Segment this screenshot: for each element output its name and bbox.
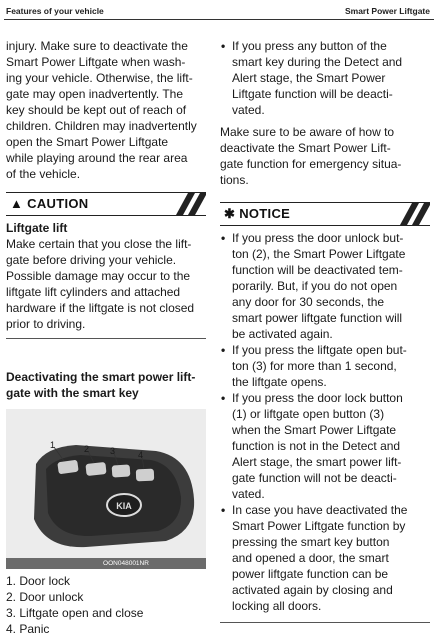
text-line: function is not in the Detect and [232,439,401,453]
button-legend-list [6,573,206,637]
text-line: pressing the smart key button [232,535,390,549]
text-line: Alert stage, the smart power lift- [232,455,402,469]
text-line: when the Smart Power Liftgate [232,423,397,437]
section-title: Smart Power Liftgate [344,6,430,16]
text-line: porarily. But, if you do not open [232,279,398,293]
figure-caption-bar [6,558,206,569]
right-column [220,38,430,623]
callout-1: 1 [50,440,56,450]
text-line: children. Children may inadvertently [6,119,197,133]
header-rule [4,19,434,20]
list-item [220,502,430,614]
text-line: If you press any button of the [232,39,387,53]
text-line: Alert stage, the Smart Power [232,71,386,85]
text-line: of the vehicle. [6,167,81,181]
list-item: 1. Door lock [6,574,71,588]
emergency-paragraph [220,124,430,188]
callout-4: 4 [138,450,144,460]
list-item: 2. Door unlock [6,590,84,604]
text-line: liftgate lift cylinders and attached [6,285,181,299]
notice-label-wrap [224,206,290,222]
text-line: while playing around the rear area [6,151,188,165]
figure-code: OON048001NR [103,560,149,567]
text-line: Smart Power Liftgate when wash- [6,55,186,69]
left-column [6,38,206,637]
text-line: (1) or liftgate open button (3) [232,407,385,421]
page-header [0,0,438,20]
text-line: and opened a door, the smart [232,551,389,565]
svg-text:KIA: KIA [116,501,132,511]
text-line: tions. [220,173,249,187]
list-item [220,230,430,342]
intro-paragraph [6,38,206,182]
text-line: Liftgate function will be deacti- [232,87,393,101]
banner-stripes-icon [162,193,206,215]
text-line: vated. [232,487,265,501]
text-line: any door for 30 seconds, the [232,295,385,309]
bullet-glyph: • [221,343,226,357]
text-line: If you press the liftgate open but- [232,343,407,357]
text-line: Smart Power Liftgate function by [232,519,406,533]
bullet-glyph: • [221,503,226,517]
text-line: Make certain that you close the lift- [6,237,192,251]
bullet-glyph: • [221,391,226,405]
text-line: In case you have deactivated the [232,503,408,517]
callout-2: 2 [84,444,90,454]
text-line: locking all doors. [232,599,322,613]
notice-end-rule [220,622,430,623]
caution-subhead: Liftgate lift [6,221,68,235]
text-line: deactivate the Smart Power Lift- [220,141,391,155]
bullet-glyph: • [221,39,226,53]
text-line: activated again by closing and [232,583,393,597]
chapter-title: Features of your vehicle [6,6,104,16]
text-line: vated. [232,103,265,117]
text-line: function will be deactivated tem- [232,263,403,277]
list-item: 3. Liftgate open and close [6,606,144,620]
list-item [220,342,430,390]
caution-label-wrap [10,196,89,212]
text-line: the liftgate opens. [232,375,327,389]
smart-key-figure [6,409,206,569]
list-item: 4. Panic [6,622,50,636]
text-line: Make sure to be aware of how to [220,125,395,139]
text-line: prior to driving. [6,317,86,331]
warning-triangle-icon: ▲ [10,196,24,211]
caution-end-rule [6,338,206,339]
text-line: hardware if the liftgate is not closed [6,301,195,315]
text-line: If you press the door lock button [232,391,403,405]
text-line: be activated again. [232,327,333,341]
text-line: smart power liftgate function will [232,311,403,325]
notice-label: NOTICE [239,206,291,221]
caution-label: CAUTION [27,196,89,211]
asterisk-icon: ✱ [224,206,236,221]
text-line: gate may open inadvertently. The [6,87,183,101]
notice-banner [220,202,430,226]
top-bullet-list [220,38,430,118]
text-line: Deactivating the smart power lift- [6,370,196,384]
notice-bullet-list [220,230,430,614]
banner-stripes-icon [386,203,430,225]
section-heading [6,369,206,403]
callout-3: 3 [110,446,116,456]
text-line: gate function will not be deacti- [232,471,397,485]
text-line: smart key during the Detect and [232,55,403,69]
text-line: gate before driving your vehicle. [6,253,177,267]
text-line: Possible damage may occur to the [6,269,191,283]
text-line: gate with the smart key [6,386,139,400]
text-line: open the Smart Power Liftgate [6,135,169,149]
text-line: power liftgate function can be [232,567,389,581]
text-line: injury. Make sure to deactivate the [6,39,188,53]
text-line: gate function for emergency situa- [220,157,402,171]
list-item [220,390,430,502]
smart-key-illustration [6,409,206,569]
caution-text [6,236,206,332]
text-line: key should be kept out of reach of [6,103,187,117]
text-line: ton (2), the Smart Power Liftgate [232,247,406,261]
text-line: If you press the door unlock but- [232,231,404,245]
text-line: ing your vehicle. Otherwise, the lift- [6,71,193,85]
caution-banner [6,192,206,216]
list-item [220,38,430,118]
bullet-glyph: • [221,231,226,245]
text-line: ton (3) for more than 1 second, [232,359,397,373]
